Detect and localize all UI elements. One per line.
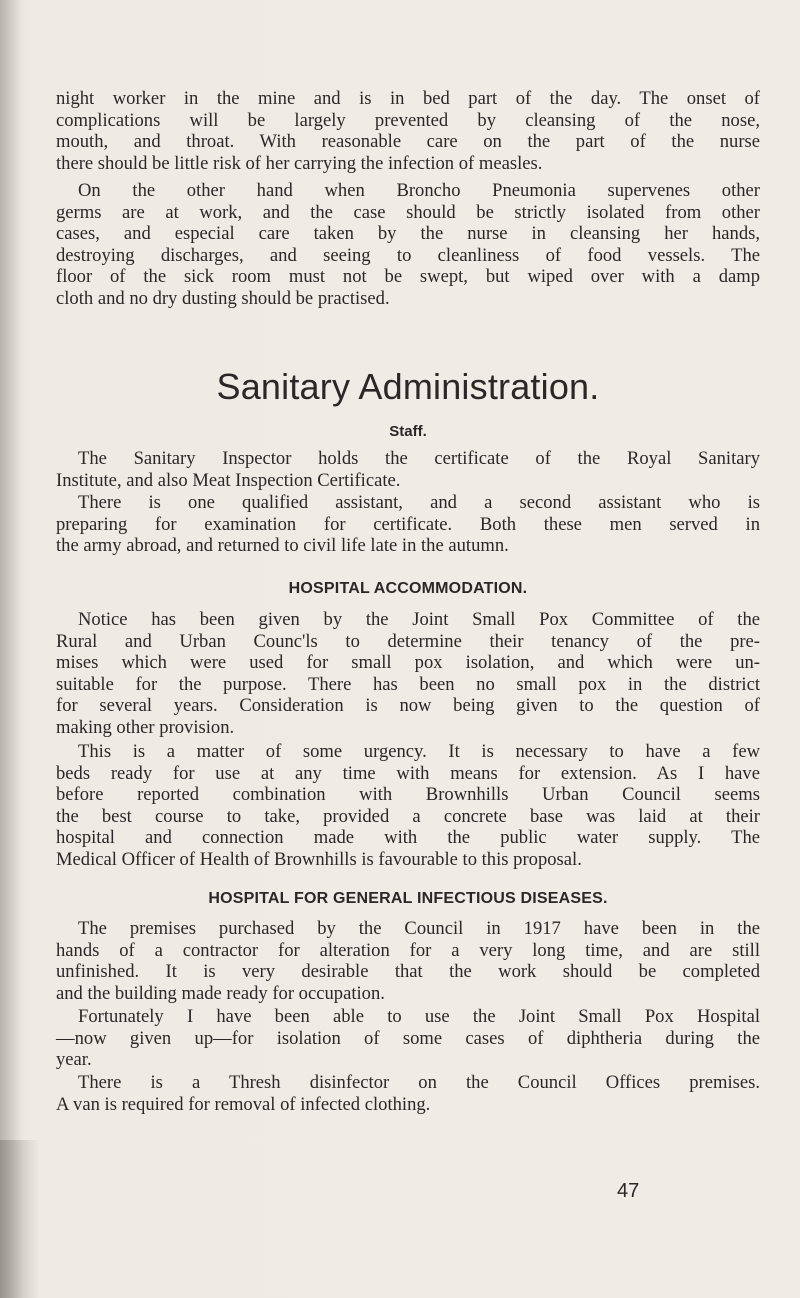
text-line: before reported combination with Brownhills Urban Council seems — [56, 784, 760, 806]
infectious-paragraph-2 — [56, 1006, 760, 1071]
text-line: Medical Officer of Health of Brownhills is favourable to this proposal. — [56, 848, 582, 870]
text-line: Rural and Urban Counc'ls to determine their tenancy of the pre- — [56, 630, 760, 652]
text-line: the army abroad, and returned to civil life late in the autumn. — [56, 535, 509, 557]
section-title-block — [56, 366, 760, 408]
hospital-paragraph-1 — [56, 609, 760, 739]
text-line: This is a matter of some urgency. It is necessary to have a few — [78, 741, 760, 762]
text-line: Institute, and also Meat Inspection Certificate. — [56, 469, 401, 491]
text-line: year. — [56, 1049, 92, 1071]
text-line: There is one qualified assistant, and a second assistant who is — [78, 492, 760, 513]
intro-paragraph-2 — [56, 180, 760, 310]
text-line: unfinished. It is very desirable that the work should be completed — [56, 961, 760, 983]
text-line: complications will be largely prevented by cleansing of the nose, — [56, 109, 760, 131]
text-line: germs are at work, and the case should be strictly isolated from other — [56, 201, 760, 223]
intro-paragraph-1 — [56, 88, 760, 174]
text-line: the best course to take, provided a concrete base was laid at their — [56, 805, 760, 827]
text-line: Fortunately I have been able to use the Joint Small Pox Hospital — [78, 1006, 760, 1027]
text-line: A van is required for removal of infected clothing. — [56, 1093, 431, 1115]
infectious-heading-block — [56, 890, 760, 908]
text-line: There is a Thresh disinfector on the Council Offices premises. — [78, 1072, 760, 1093]
text-line: The Sanitary Inspector holds the certificate of the Royal Sanitary — [78, 448, 760, 469]
text-line: for several years. Consideration is now being given to the question of — [56, 695, 760, 717]
infectious-diseases-heading: HOSPITAL FOR GENERAL INFECTIOUS DISEASES. — [208, 890, 608, 907]
text-line: and the building made ready for occupation. — [56, 982, 385, 1004]
text-line: hospital and connection made with the public water supply. The — [56, 827, 760, 849]
text-line: On the other hand when Broncho Pneumonia supervenes other — [78, 180, 760, 201]
text-line: suitable for the purpose. There has been no small pox in the district — [56, 673, 760, 695]
text-line: The premises purchased by the Council in 1917 have been in the — [78, 918, 760, 939]
binding-shadow — [0, 0, 22, 1298]
text-line: preparing for examination for certificate. Both these men served in — [56, 513, 760, 535]
text-line: making other provision. — [56, 716, 235, 738]
hospital-heading-block — [56, 580, 760, 598]
text-line: destroying discharges, and seeing to cleanliness of food vessels. The — [56, 244, 760, 266]
section-subtitle: Staff. — [389, 423, 427, 440]
text-line: floor of the sick room must not be swept, but wiped over with a damp — [56, 266, 760, 288]
binding-shadow-bottom — [0, 1140, 40, 1298]
staff-paragraph-1 — [56, 448, 760, 491]
infectious-paragraph-1 — [56, 918, 760, 1004]
text-line: night worker in the mine and is in bed part of the day. The onset of — [56, 88, 760, 109]
text-line: hands of a contractor for alteration for a very long time, and are still — [56, 939, 760, 961]
hospital-paragraph-2 — [56, 741, 760, 871]
infectious-paragraph-3 — [56, 1072, 760, 1115]
section-title: Sanitary Administration. — [216, 366, 600, 407]
text-line: mises which were used for small pox isolation, and which were un- — [56, 652, 760, 674]
text-line: cases, and especial care taken by the nurse in cleansing her hands, — [56, 223, 760, 245]
page-number: 47 — [617, 1180, 640, 1202]
staff-paragraph-2 — [56, 492, 760, 557]
text-line: mouth, and throat. With reasonable care on the part of the nurse — [56, 131, 760, 153]
hospital-accommodation-heading: HOSPITAL ACCOMMODATION. — [288, 580, 528, 597]
text-line: —now given up—for isolation of some cases of diphtheria during the — [56, 1027, 760, 1049]
subtitle-block — [56, 423, 760, 440]
text-line: Notice has been given by the Joint Small Pox Committee of the — [78, 609, 760, 630]
text-line: there should be little risk of her carrying the infection of measles. — [56, 152, 543, 174]
text-line: cloth and no dry dusting should be practised. — [56, 287, 390, 309]
text-line: beds ready for use at any time with means for extension. As I have — [56, 762, 760, 784]
